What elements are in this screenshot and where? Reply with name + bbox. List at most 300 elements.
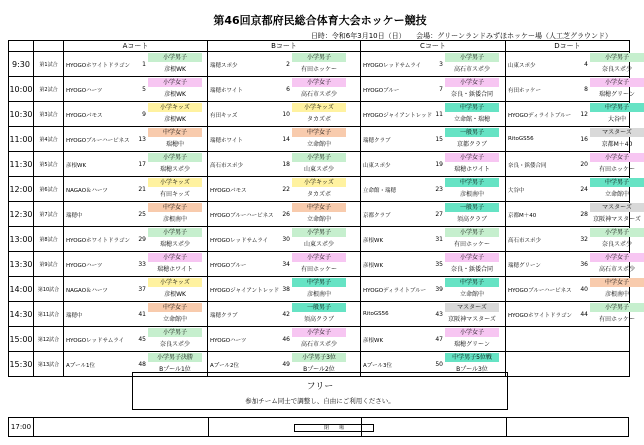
court-b-match: [208, 127, 361, 152]
court-b-match: [208, 302, 361, 327]
team-one: HYOGOホワイトドラゴン: [66, 238, 130, 244]
team-two: 瑞穂グリーン: [454, 341, 490, 348]
category-label: 小学女子: [292, 78, 346, 87]
category-label: 中学男子: [445, 278, 499, 287]
match-id: 37: [138, 286, 146, 293]
court-c-match: [361, 152, 506, 177]
match-number: 第13試合: [34, 352, 64, 377]
team-two: 山東スポ少: [303, 241, 334, 248]
match-time: 15:00: [9, 327, 34, 352]
team-one: 大谷中: [508, 188, 525, 194]
court-d-match: [506, 52, 630, 77]
match-row: [9, 77, 630, 102]
team-one: HYOGOレッドサムライ: [363, 63, 422, 69]
team-one: HYOGOハーツ: [66, 88, 103, 94]
team-one: 高石市スポ少: [210, 163, 244, 169]
match-row: [9, 302, 630, 327]
match-id: 15: [435, 136, 443, 143]
match-id: 7: [439, 86, 443, 93]
category-label: 一般男子: [445, 203, 499, 212]
match-id: 47: [435, 336, 443, 343]
team-two: 京都M＋40: [601, 141, 633, 148]
match-id: 35: [435, 261, 443, 268]
category-label: 中学女子: [148, 303, 202, 312]
court-c-match: [361, 102, 506, 127]
team-one: 彦根WK: [363, 238, 384, 244]
team-two: 瑞穂ホワイト: [454, 166, 490, 173]
team-one: Aプール2位: [210, 363, 239, 369]
match-number: 第7試合: [34, 202, 64, 227]
court-c-match: [361, 227, 506, 252]
team-two: 奈良・鋲倭合同: [450, 91, 493, 98]
category-label: 小学キッズ: [292, 103, 346, 112]
match-time: 13:30: [9, 252, 34, 277]
court-d-match: [506, 327, 630, 352]
match-row: [9, 277, 630, 302]
team-one: HYOGOジャイアントレッド: [210, 288, 280, 294]
match-time: 11:00: [9, 127, 34, 152]
match-id: 12: [580, 111, 588, 118]
team-one: HYOGOハーツ: [210, 338, 247, 344]
category-label: 小学女子: [590, 78, 644, 87]
match-row: [9, 127, 630, 152]
team-one: HYOGOブルーハービネス: [210, 213, 274, 219]
court-c-match: [361, 302, 506, 327]
court-d-match: [506, 227, 630, 252]
match-id: 3: [439, 61, 443, 68]
team-one: Aプール3位: [363, 363, 392, 369]
match-row: [9, 152, 630, 177]
team-two: 立命館中: [306, 141, 331, 148]
match-time: 12:00: [9, 177, 34, 202]
court-a-match: [64, 227, 208, 252]
category-label: 小学女子: [292, 328, 346, 337]
match-row: [9, 177, 630, 202]
team-one: 瑞穂中: [66, 213, 83, 219]
match-id: 46: [282, 336, 290, 343]
court-d-match: [506, 202, 641, 227]
team-two: 高石市スポ少: [598, 266, 635, 273]
team-two: Bプール1位: [159, 366, 191, 373]
match-id: 19: [435, 161, 443, 168]
team-one: 彦根WK: [66, 163, 87, 169]
match-number: 第2試合: [34, 77, 64, 102]
category-label: 小学女子: [445, 328, 499, 337]
team-one: 有田キッズ: [210, 113, 238, 119]
court-a-match: [64, 302, 208, 327]
match-id: 26: [282, 211, 290, 218]
match-number: 第10試合: [34, 277, 64, 302]
court-a-match: [64, 177, 208, 202]
team-one: 京都M＋40: [508, 213, 537, 219]
court-a-match: [64, 77, 208, 102]
team-two: 京都クラブ: [456, 141, 487, 148]
team-one: HYOGOパモス: [66, 113, 103, 119]
team-two: 彦根WK: [164, 116, 186, 123]
match-id: 23: [435, 186, 443, 193]
team-two: 有田ホッケー: [300, 66, 337, 73]
category-label: 小学男子: [292, 153, 346, 162]
team-two: 高石市スポ少: [300, 91, 337, 98]
court-c-match: [361, 52, 506, 77]
category-label: 小学キッズ: [292, 178, 346, 187]
match-number: 第12試合: [34, 327, 64, 352]
match-id: 38: [282, 286, 290, 293]
schedule-table: [8, 40, 641, 377]
category-label: 小学男子: [445, 228, 499, 237]
match-number: 第1試合: [34, 52, 64, 77]
match-id: 17: [138, 161, 146, 168]
free-play-title: フリー: [306, 382, 334, 392]
category-label: 小学男子: [590, 303, 644, 312]
match-id: 31: [435, 236, 443, 243]
match-id: 45: [138, 336, 146, 343]
category-label: 一般男子: [292, 303, 346, 312]
match-id: 39: [435, 286, 443, 293]
match-time: 11:30: [9, 152, 34, 177]
match-number: 第11試合: [34, 302, 64, 327]
category-label: 中学女子: [590, 278, 644, 287]
match-id: 25: [138, 211, 146, 218]
category-label: 中学男子: [445, 103, 499, 112]
team-two: 彦根南中: [604, 291, 629, 298]
team-one: 高石市スポ少: [508, 238, 542, 244]
team-two: 瑞穂中: [165, 141, 184, 148]
category-label: 一般男子: [445, 128, 499, 137]
match-time: 14:30: [9, 302, 34, 327]
court-c-match: [361, 127, 506, 152]
match-number: 第8試合: [34, 227, 64, 252]
category-label: 中学女子: [292, 203, 346, 212]
match-number: 第9試合: [34, 252, 64, 277]
category-label: 小学男子: [445, 53, 499, 62]
team-one: HYOGOホワイトドラゴン: [66, 63, 130, 69]
team-one: 瑞穂ホワイト: [210, 88, 243, 94]
category-label: 小学女子: [445, 153, 499, 162]
court-b-match: [208, 252, 361, 277]
team-one: 京都クラブ: [363, 213, 391, 219]
match-number: 第4試合: [34, 127, 64, 152]
team-one: HYOGOブルーハービネス: [508, 288, 572, 294]
court-c-match: [361, 177, 506, 202]
category-label: 小学女子: [590, 153, 644, 162]
court-d-match: [506, 277, 630, 302]
team-two: 瑞穂スポ少: [159, 166, 190, 173]
court-c-match: [361, 252, 506, 277]
match-id: 34: [282, 261, 290, 268]
category-label: 小学男子: [292, 53, 346, 62]
team-two: 須高クラブ: [303, 316, 334, 323]
category-label: 中学女子: [292, 128, 346, 137]
court-a-match: [64, 152, 208, 177]
court-b-match: [208, 202, 361, 227]
team-two: 彦根WK: [164, 291, 186, 298]
team-two: 奈良スポ少: [601, 241, 632, 248]
court-b-match: [208, 277, 361, 302]
category-label: 小学男子: [590, 228, 644, 237]
match-number: 第5試合: [34, 152, 64, 177]
match-id: 14: [282, 136, 290, 143]
team-one: RitoGS56: [508, 136, 534, 142]
match-id: 11: [435, 111, 443, 118]
category-label: 小学女子: [148, 78, 202, 87]
match-id: 2: [286, 61, 290, 68]
team-two: 京阪神マスターズ: [448, 316, 496, 323]
match-row: [9, 327, 630, 352]
category-label: 中学男子: [590, 178, 644, 187]
closing-time: 17:00: [9, 418, 34, 437]
team-one: NAGAO＆ハーツ: [66, 288, 108, 294]
court-d-header: Dコート: [506, 41, 630, 52]
category-label: 小学女子: [445, 78, 499, 87]
court-d-match: [506, 152, 635, 177]
match-id: 44: [580, 311, 588, 318]
column-divider: [208, 418, 209, 437]
team-two: 瑞穂ホワイト: [157, 266, 193, 273]
team-one: 山東スポ少: [363, 163, 391, 169]
page-title: 第46回京都府民総合体育大会ホッケー競技: [213, 14, 427, 27]
team-two: 奈良・鋲倭合同: [450, 266, 493, 273]
category-label: 小学男子: [148, 53, 202, 62]
team-one: 瑞穂クラブ: [210, 313, 238, 319]
court-b-match: [208, 77, 361, 102]
match-time: 13:00: [9, 227, 34, 252]
category-label: マスターズ: [590, 203, 644, 212]
category-label: 中学男子5位戦: [445, 353, 499, 362]
match-row: [9, 202, 630, 227]
match-row: [9, 102, 630, 127]
match-time: 10:30: [9, 102, 34, 127]
category-label: 小学女子: [590, 253, 644, 262]
match-id: 33: [138, 261, 146, 268]
court-b-match: [208, 227, 361, 252]
match-id: 36: [580, 261, 588, 268]
team-two: 立命館中: [306, 216, 331, 223]
team-two: 有田キッズ: [160, 191, 190, 198]
court-a-match: [64, 52, 208, 77]
match-number: 第3試合: [34, 102, 64, 127]
team-one: 瑞穂ホワイト: [210, 138, 243, 144]
match-time: 14:00: [9, 277, 34, 302]
match-id: 40: [580, 286, 588, 293]
category-label: 小学男子: [148, 228, 202, 237]
match-time: 12:30: [9, 202, 34, 227]
match-id: 20: [580, 161, 588, 168]
match-number: 第6試合: [34, 177, 64, 202]
category-label: 小学男子: [590, 53, 644, 62]
category-label: 小学男子3位: [292, 353, 346, 362]
corner-cell: [34, 41, 64, 52]
match-id: 9: [142, 111, 146, 118]
team-one: 瑞穂クラブ: [363, 138, 391, 144]
match-id: 28: [580, 211, 588, 218]
team-two: 彦根南中: [459, 191, 484, 198]
team-two: 彦根南中: [306, 291, 331, 298]
team-two: 立命館中: [162, 316, 187, 323]
match-id: 22: [282, 186, 290, 193]
category-label: 小学キッズ: [148, 178, 202, 187]
match-id: 32: [580, 236, 588, 243]
match-time: 15:30: [9, 352, 34, 377]
category-label: マスターズ: [445, 303, 499, 312]
court-a-header: Aコート: [64, 41, 208, 52]
match-id: 1: [142, 61, 146, 68]
category-label: 中学男子: [292, 278, 346, 287]
free-play-note: 参加チーム同士で調整し、自由にご利用ください。: [245, 397, 395, 405]
team-two: 奈良スポ少: [601, 66, 632, 73]
team-one: 瑞穂グリーン: [508, 263, 541, 269]
team-two: 有田ホッケー: [453, 241, 490, 248]
match-row: [9, 227, 630, 252]
court-b-match: [208, 152, 361, 177]
court-c-header: Cコート: [361, 41, 506, 52]
team-one: HYOGOブルー: [363, 88, 400, 94]
category-label: [590, 353, 644, 362]
team-one: HYOGOディライトブルー: [363, 288, 427, 294]
match-id: 5: [142, 86, 146, 93]
court-b-match: [208, 177, 361, 202]
match-id: 49: [282, 361, 290, 368]
court-a-match: [64, 127, 208, 152]
category-label: 小学男子: [148, 328, 202, 337]
team-one: HYOGOディライトブルー: [508, 113, 572, 119]
team-one: Aプール1位: [66, 363, 95, 369]
category-label: 小学男子: [292, 228, 346, 237]
match-id: 24: [580, 186, 588, 193]
category-label: マスターズ: [590, 128, 644, 137]
court-c-match: [361, 277, 506, 302]
team-one: RitoGS56: [363, 311, 389, 317]
court-d-match: [506, 302, 635, 327]
category-label: 小学キッズ: [148, 103, 202, 112]
match-id: 41: [138, 311, 146, 318]
match-id: 29: [138, 236, 146, 243]
team-one: 瑞穂スポ少: [210, 63, 238, 69]
team-one: 有田ホッケー: [508, 88, 542, 94]
court-d-match: [506, 352, 630, 377]
team-one: HYOGOレッドサムライ: [210, 238, 269, 244]
match-id: 50: [435, 361, 443, 368]
team-one: HYOGOブルーハービネス: [66, 138, 130, 144]
category-label: 小学女子: [148, 253, 202, 262]
match-id: 16: [580, 136, 588, 143]
team-two: 有田ホッケー: [598, 316, 635, 323]
team-one: 彦根WK: [363, 338, 384, 344]
team-one: HYOGOレッドサムライ: [66, 338, 125, 344]
team-two: 高石市スポ少: [300, 341, 337, 348]
match-row: [9, 52, 630, 77]
team-two: タカズボ: [306, 191, 331, 198]
team-two: 彦根WK: [164, 66, 186, 73]
category-label: 小学キッズ: [148, 278, 202, 287]
category-label: 小学男子: [148, 153, 202, 162]
team-two: 有田ホッケー: [598, 166, 635, 173]
team-one: 彦根WK: [363, 263, 384, 269]
team-two: 高石市スポ少: [453, 66, 490, 73]
court-a-match: [64, 252, 208, 277]
team-two: 須高クラブ: [456, 216, 487, 223]
court-a-match: [64, 102, 208, 127]
team-two: 奈良スポ少: [159, 341, 190, 348]
team-two: 立命館中: [604, 191, 629, 198]
category-label: 小学女子: [292, 253, 346, 262]
team-two: 瑞穂スポ少: [159, 241, 190, 248]
court-header-row: [9, 41, 630, 52]
court-a-match: [64, 327, 208, 352]
team-two: Bプール2位: [303, 366, 335, 373]
category-label: 中学男子: [445, 178, 499, 187]
team-two: 大谷中: [607, 116, 626, 123]
match-id: 13: [138, 136, 146, 143]
team-two: 京阪神マスターズ: [593, 216, 641, 223]
court-d-match: [506, 252, 635, 277]
court-d-match: [506, 77, 635, 102]
match-id: 6: [286, 86, 290, 93]
court-a-match: [64, 202, 208, 227]
match-time: 9:30: [9, 52, 34, 77]
category-label: 中学男子: [590, 103, 644, 112]
category-label: 中学女子: [148, 203, 202, 212]
free-play-box: [132, 372, 508, 410]
team-two: 立命館中: [459, 291, 484, 298]
court-c-match: [361, 327, 506, 352]
corner-cell: [9, 41, 34, 52]
event-info: 日時：令和6年3月10日（日） 会場：グリーンランドみずほホッケー場（人工芝グラウンド）: [310, 32, 612, 40]
category-label: 小学女子: [445, 253, 499, 262]
match-id: 10: [282, 111, 290, 118]
match-id: 4: [584, 61, 588, 68]
team-two: 彦根WK: [164, 91, 186, 98]
court-a-match: [64, 277, 208, 302]
court-b-header: Bコート: [208, 41, 361, 52]
match-id: 27: [435, 211, 443, 218]
team-one: HYOGOパモス: [210, 188, 247, 194]
team-two: 彦根南中: [162, 216, 187, 223]
court-c-match: [361, 77, 506, 102]
court-b-match: [208, 52, 361, 77]
match-id: 43: [435, 311, 443, 318]
category-label: 小学男子決勝: [148, 353, 202, 362]
team-one: HYOGOホワイトドラゴン: [508, 313, 572, 319]
match-id: 18: [282, 161, 290, 168]
team-two: Bプール3位: [456, 366, 488, 373]
team-two: タカズボ: [306, 116, 331, 123]
match-id: 42: [282, 311, 290, 318]
team-one: 立命館・瑞穂: [363, 188, 397, 194]
column-divider: [506, 418, 507, 437]
team-one: 瑞穂中: [66, 313, 83, 319]
team-one: HYOGOハーツ: [66, 263, 103, 269]
match-id: 30: [282, 236, 290, 243]
team-two: 山東スポ少: [303, 166, 334, 173]
category-label: [590, 328, 644, 337]
match-id: 48: [138, 361, 146, 368]
team-two: 有田ホッケー: [300, 266, 337, 273]
category-label: 中学女子: [148, 128, 202, 137]
closing-label: 閉 場: [294, 424, 374, 432]
team-two: 立命館・瑞穂: [453, 116, 490, 123]
team-one: 奈良・鋲倭合同: [508, 163, 547, 169]
match-time: 10:00: [9, 77, 34, 102]
court-d-match: [506, 177, 630, 202]
match-id: 8: [584, 86, 588, 93]
match-row: [9, 252, 630, 277]
court-b-match: [208, 327, 361, 352]
court-c-match: [361, 202, 506, 227]
team-one: 山東スポ少: [508, 63, 536, 69]
court-d-match: [506, 127, 633, 152]
court-d-match: [506, 102, 630, 127]
